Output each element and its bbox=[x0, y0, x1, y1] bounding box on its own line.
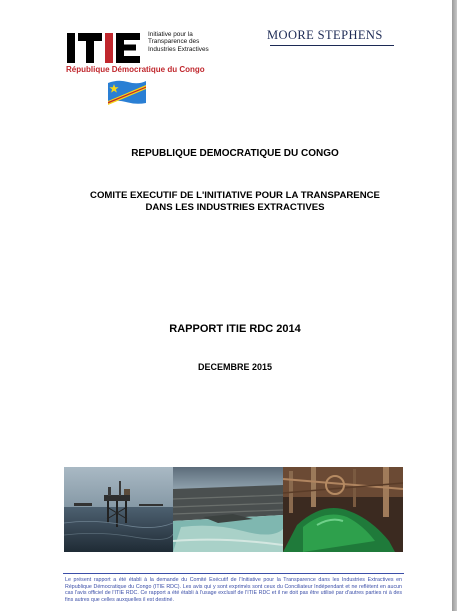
itie-tagline: Initiative pour la Transparence des Industries Extractives bbox=[148, 31, 209, 53]
committee-heading bbox=[40, 190, 430, 214]
report-title: RAPPORT ITIE RDC 2014 bbox=[169, 323, 301, 335]
disclaimer-text: Le présent rapport a été établi à la demande du Comité Exécutif de l'Initiative pour la Transparence dans les Industries Extractives en République Démocratique du Congo (ITIE RDC). Les avis qui y sont exprimés sont ceux du Conciliateur Indépendant et ne reflètent en aucun cas l'avis officiel de l'ITIE RDC. Ce rapport a été établi à l'usage exclusif de l'ITIE RDC et il ne doit pas être utilisé par d'autres parties ni à des fins autres que celles auxquelles il est destiné. bbox=[65, 577, 402, 603]
offshore-oil-platform-photo bbox=[64, 467, 173, 552]
mineral-processing-plant-photo bbox=[283, 467, 403, 552]
country-heading: REPUBLIQUE DEMOCRATIQUE DU CONGO bbox=[131, 148, 339, 159]
itie-country-label: République Démocratique du Congo bbox=[66, 65, 205, 74]
itie-wordmark-logo bbox=[66, 30, 150, 66]
page-edge-shadow bbox=[452, 0, 457, 611]
footer-divider bbox=[63, 573, 404, 574]
photo-strip bbox=[64, 467, 403, 552]
open-pit-mine-photo bbox=[173, 467, 283, 552]
report-date: DECEMBRE 2015 bbox=[197, 362, 273, 372]
drc-flag-icon bbox=[106, 77, 148, 107]
moore-stephens-logo: MOORE STEPHENS bbox=[267, 28, 383, 42]
committee-line-2: DANS LES INDUSTRIES EXTRACTIVES bbox=[145, 202, 325, 213]
committee-line-1: COMITE EXECUTIF DE L'INITIATIVE POUR LA TRANSPARENCE bbox=[90, 190, 380, 201]
itie-logo bbox=[66, 30, 211, 108]
logo-underline bbox=[270, 45, 394, 46]
